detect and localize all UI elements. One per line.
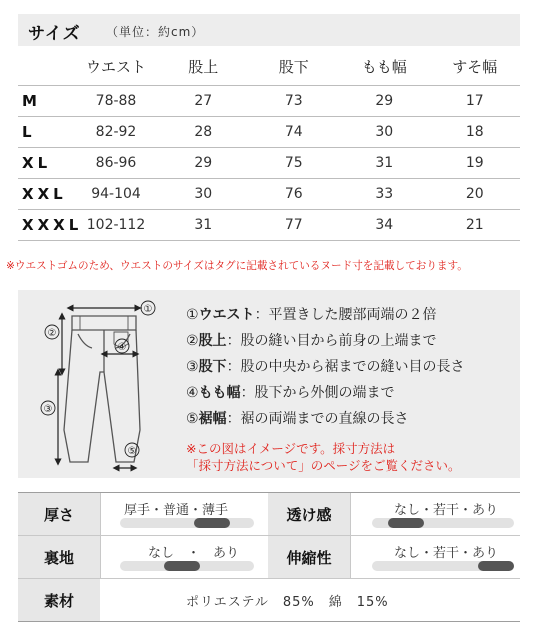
item-desc: ：股の中央から裾までの縫い目の長さ — [226, 359, 465, 375]
transparency-options: なし・若干・あり — [394, 503, 499, 518]
thickness-label: 厚さ — [18, 493, 100, 535]
thickness-bar-fill — [194, 518, 230, 528]
fabric-spec-table — [18, 492, 520, 622]
lining-bar-fill — [164, 561, 200, 571]
size-title: サイズ — [28, 24, 81, 44]
item-term: もも幅 — [198, 385, 241, 401]
table-cell: 86-96 — [74, 147, 158, 178]
size-header-waist: ウエスト — [85, 57, 146, 76]
stretch-meter — [350, 536, 520, 578]
size-header-rise: 股上 — [188, 57, 219, 76]
table-row — [18, 178, 520, 209]
item-term: ウエスト — [198, 307, 255, 323]
item-number: ③ — [186, 359, 199, 375]
lining-bar-track — [120, 561, 254, 571]
table-cell: 29 — [339, 85, 430, 116]
thickness-bar-track — [120, 518, 254, 528]
table-cell: 74 — [249, 116, 340, 147]
size-unit: （単位：約cm） — [106, 25, 205, 39]
marker-5: ⑤ — [127, 446, 137, 457]
table-cell: 73 — [249, 85, 340, 116]
spec-row-material — [18, 579, 520, 622]
size-section-header — [18, 14, 520, 46]
table-cell: 34 — [339, 209, 430, 240]
disclaimer-line-2: 「採寸方法について」のページをご覧ください。 — [186, 458, 461, 473]
stretch-options: なし・若干・あり — [394, 546, 499, 561]
diagram-disclaimer — [186, 440, 461, 474]
measurement-guide — [18, 290, 520, 478]
table-row — [18, 147, 520, 178]
table-cell: 31 — [158, 209, 249, 240]
size-table-header-row — [18, 48, 520, 85]
size-header-blank — [18, 48, 74, 85]
thickness-meter — [100, 493, 268, 535]
transparency-label: 透け感 — [268, 493, 350, 535]
size-header-thigh: もも幅 — [361, 57, 407, 76]
list-item — [186, 356, 465, 382]
table-cell: 77 — [249, 209, 340, 240]
transparency-meter — [350, 493, 520, 535]
list-item — [186, 408, 465, 434]
stretch-label: 伸縮性 — [268, 536, 350, 578]
item-desc: ：股下から外側の端まで — [240, 385, 395, 401]
table-cell: 78-88 — [74, 85, 158, 116]
table-row — [18, 116, 520, 147]
size-table — [18, 48, 520, 241]
disclaimer-line-1: ※この図はイメージです。採寸方法は — [186, 441, 396, 456]
waist-elastic-note: ※ウエストゴムのため、ウエストのサイズはタグに記載されているヌード寸を記載しております。 — [6, 260, 468, 272]
table-cell: 94-104 — [74, 178, 158, 209]
measurement-list — [186, 304, 465, 434]
item-term: 裾幅 — [198, 411, 227, 427]
thickness-options: 厚手・普通・薄手 — [124, 503, 229, 518]
item-desc: ：裾の両端までの直線の長さ — [226, 411, 409, 427]
item-term: 股上 — [198, 333, 227, 349]
table-cell: 28 — [158, 116, 249, 147]
material-label: 素材 — [18, 579, 100, 621]
pants-diagram — [18, 290, 188, 478]
pants-outline-icon — [64, 316, 140, 462]
table-cell: 29 — [158, 147, 249, 178]
list-item — [186, 382, 465, 408]
size-header-inseam: 股下 — [278, 57, 309, 76]
table-cell: 76 — [249, 178, 340, 209]
transparency-bar-track — [372, 518, 514, 528]
list-item — [186, 330, 465, 356]
marker-2: ② — [47, 328, 57, 339]
stretch-bar-track — [372, 561, 514, 571]
list-item — [186, 304, 465, 330]
size-label-xl: XL — [18, 147, 74, 178]
size-header-hem: すそ幅 — [452, 57, 498, 76]
table-cell: 75 — [249, 147, 340, 178]
item-number: ② — [186, 333, 199, 349]
item-desc: ：平置きした腰部両端の２倍 — [254, 307, 437, 323]
table-cell: 82-92 — [74, 116, 158, 147]
table-cell: 33 — [339, 178, 430, 209]
item-number: ⑤ — [186, 411, 199, 427]
size-label-m: M — [18, 85, 74, 116]
table-cell: 18 — [430, 116, 521, 147]
item-term: 股下 — [198, 359, 227, 375]
material-value-cell — [100, 579, 520, 621]
marker-1: ① — [143, 304, 153, 315]
table-cell: 30 — [339, 116, 430, 147]
marker-4: ④ — [117, 342, 127, 353]
spec-row-thickness-transparency — [18, 493, 520, 536]
spec-row-lining-stretch — [18, 536, 520, 579]
size-label-l: L — [18, 116, 74, 147]
lining-meter — [100, 536, 268, 578]
table-cell: 19 — [430, 147, 521, 178]
transparency-bar-fill — [388, 518, 424, 528]
stretch-bar-fill — [478, 561, 514, 571]
table-cell: 31 — [339, 147, 430, 178]
table-cell: 17 — [430, 85, 521, 116]
size-label-xxxl: XXXL — [18, 209, 74, 240]
table-row — [18, 209, 520, 240]
table-cell: 30 — [158, 178, 249, 209]
marker-3: ③ — [43, 404, 53, 415]
table-cell: 102-112 — [74, 209, 158, 240]
table-cell: 27 — [158, 85, 249, 116]
item-number: ① — [186, 307, 199, 323]
item-number: ④ — [186, 385, 199, 401]
material-value: ポリエステル 85% 綿 15% — [186, 595, 389, 610]
table-cell: 21 — [430, 209, 521, 240]
size-label-xxl: XXL — [18, 178, 74, 209]
table-row — [18, 85, 520, 116]
lining-label: 裏地 — [18, 536, 100, 578]
item-desc: ：股の縫い目から前身の上端まで — [226, 333, 437, 349]
lining-options: なし ・ あり — [148, 546, 240, 561]
table-cell: 20 — [430, 178, 521, 209]
